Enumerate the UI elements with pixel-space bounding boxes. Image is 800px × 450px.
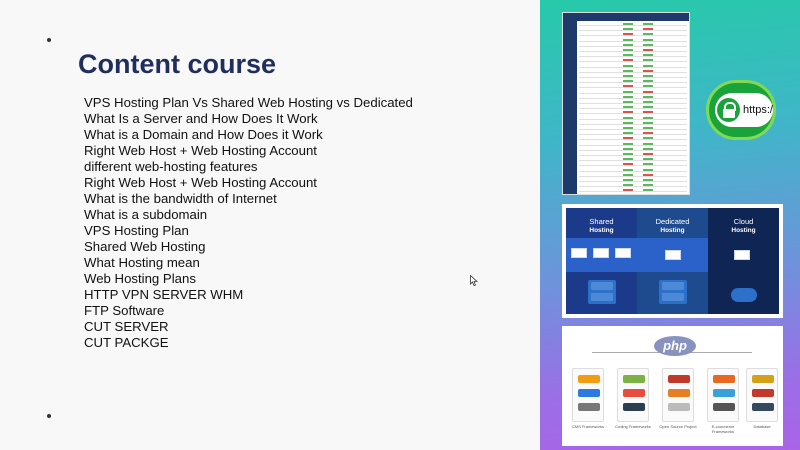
hosting-types-image	[562, 204, 783, 318]
table-cell-mark	[643, 179, 653, 181]
table-cell-mark	[643, 122, 653, 124]
hosting-type-sub: Hosting	[589, 227, 614, 234]
table-row-line	[579, 129, 687, 130]
table-cell-mark	[643, 33, 653, 35]
mouse-cursor-icon	[470, 275, 478, 286]
table-row-line	[579, 46, 687, 47]
table-row-line	[579, 51, 687, 52]
topic-item: HTTP VPN SERVER WHM	[84, 287, 244, 302]
table-cell-mark	[623, 179, 633, 181]
hosting-type-sub: Hosting	[731, 227, 756, 234]
table-row-line	[579, 67, 687, 68]
topic-item: Web Hosting Plans	[84, 271, 196, 286]
table-cell-mark	[643, 59, 653, 61]
php-logo: php	[654, 336, 696, 356]
topic-item: different web-hosting features	[84, 159, 258, 174]
topic-item: What Hosting mean	[84, 255, 200, 270]
table-cell-mark	[623, 101, 633, 103]
table-cell-mark	[623, 85, 633, 87]
table-cell-mark	[643, 111, 653, 113]
table-cell-mark	[623, 28, 633, 30]
table-row-line	[579, 124, 687, 125]
table-row-line	[579, 41, 687, 42]
slide-title: Content course	[78, 49, 277, 79]
topic-item: Shared Web Hosting	[84, 239, 206, 254]
php-category-label: CMS Frameworks	[571, 424, 604, 429]
table-cell-mark	[623, 106, 633, 108]
table-row-line	[579, 77, 687, 78]
table-cell-mark	[643, 184, 653, 186]
table-row-line	[579, 171, 687, 172]
hosting-type-name: Dedicated	[655, 217, 690, 226]
hosting-type-name: Cloud	[733, 217, 754, 226]
table-index-column	[563, 21, 577, 195]
table-cell-mark	[643, 44, 653, 46]
table-cell-mark	[623, 143, 633, 145]
php-category-card	[746, 368, 778, 422]
php-frameworks-image	[562, 326, 783, 446]
https-secure-badge	[706, 80, 776, 140]
table-cell-mark	[623, 80, 633, 82]
table-cell-mark	[643, 169, 653, 171]
topic-item: VPS Hosting Plan	[84, 223, 189, 238]
table-cell-mark	[623, 54, 633, 56]
table-cell-mark	[623, 132, 633, 134]
table-row-line	[579, 139, 687, 140]
table-cell-mark	[623, 23, 633, 25]
table-cell-mark	[643, 80, 653, 82]
table-row-line	[579, 181, 687, 182]
table-cell-mark	[623, 189, 633, 191]
table-cell-mark	[643, 85, 653, 87]
table-cell-mark	[643, 127, 653, 129]
table-row-line	[579, 145, 687, 146]
table-cell-mark	[643, 101, 653, 103]
table-cell-mark	[623, 158, 633, 160]
website-box-icon	[734, 250, 750, 260]
topic-list	[84, 95, 413, 351]
table-row-line	[579, 103, 687, 104]
php-category-card	[572, 368, 604, 422]
table-cell-mark	[643, 106, 653, 108]
table-cell-mark	[643, 163, 653, 165]
php-category-label: Database	[753, 424, 771, 429]
dedicated-hosting-column	[637, 208, 708, 314]
table-cell-mark	[643, 153, 653, 155]
table-cell-mark	[643, 39, 653, 41]
table-row-line	[579, 35, 687, 36]
table-row-line	[579, 98, 687, 99]
php-category-card	[707, 368, 739, 422]
table-row-line	[579, 61, 687, 62]
website-box-icon	[615, 248, 631, 258]
table-cell-mark	[623, 44, 633, 46]
table-cell-mark	[623, 96, 633, 98]
topic-item: Right Web Host + Web Hosting Account	[84, 175, 317, 190]
php-category-card	[617, 368, 649, 422]
topic-item: What is the bandwidth of Internet	[84, 191, 277, 206]
table-cell-mark	[643, 158, 653, 160]
topic-item: CUT PACKGE	[84, 335, 169, 350]
table-row-line	[579, 56, 687, 57]
website-box-icon	[593, 248, 609, 258]
table-cell-mark	[623, 184, 633, 186]
table-cell-mark	[623, 148, 633, 150]
table-cell-mark	[623, 75, 633, 77]
table-cell-mark	[623, 174, 633, 176]
topic-item: What is a Domain and How Does it Work	[84, 127, 323, 142]
php-category-label: Coding Frameworks	[615, 424, 651, 429]
table-cell-mark	[643, 49, 653, 51]
table-cell-mark	[623, 111, 633, 113]
slide-marker-top	[47, 38, 51, 42]
hosting-type-sub: Hosting	[660, 227, 685, 234]
table-row-line	[579, 82, 687, 83]
table-cell-mark	[623, 49, 633, 51]
table-cell-mark	[623, 91, 633, 93]
table-row-line	[579, 150, 687, 151]
table-cell-mark	[643, 132, 653, 134]
hosting-type-name: Shared	[589, 217, 614, 226]
table-cell-mark	[643, 148, 653, 150]
table-row-line	[579, 25, 687, 26]
shared-hosting-column	[566, 208, 637, 314]
topic-item: What is a subdomain	[84, 207, 208, 222]
table-cell-mark	[643, 174, 653, 176]
table-cell-mark	[623, 137, 633, 139]
table-row-line	[579, 119, 687, 120]
slide-marker-bottom	[47, 414, 51, 418]
table-cell-mark	[643, 91, 653, 93]
table-cell-mark	[623, 70, 633, 72]
https-label: https:/	[743, 104, 773, 116]
table-cell-mark	[643, 143, 653, 145]
table-cell-mark	[623, 163, 633, 165]
cloud-hosting-column	[708, 208, 779, 314]
table-row-line	[579, 165, 687, 166]
table-cell-mark	[623, 122, 633, 124]
table-row-line	[579, 72, 687, 73]
server-icon	[659, 280, 687, 304]
lock-icon	[717, 98, 740, 122]
website-box-icon	[665, 250, 681, 260]
table-row-line	[579, 108, 687, 109]
php-category-card	[662, 368, 694, 422]
table-cell-mark	[623, 169, 633, 171]
topic-item: FTP Software	[84, 303, 165, 318]
table-cell-mark	[643, 65, 653, 67]
cloud-icon	[731, 288, 757, 302]
table-cell-mark	[623, 153, 633, 155]
table-row-line	[579, 113, 687, 114]
website-box-icon	[571, 248, 587, 258]
table-cell-mark	[623, 33, 633, 35]
table-row-line	[579, 160, 687, 161]
table-cell-mark	[643, 189, 653, 191]
php-category-label: E-commerce Frameworks	[711, 424, 735, 434]
table-cell-mark	[623, 127, 633, 129]
table-cell-mark	[643, 23, 653, 25]
table-row-line	[579, 93, 687, 94]
topic-item: What Is a Server and How Does It Work	[84, 111, 318, 126]
table-header-bar	[563, 13, 689, 21]
table-cell-mark	[643, 54, 653, 56]
table-row-line	[579, 134, 687, 135]
table-cell-mark	[623, 59, 633, 61]
table-row-line	[579, 30, 687, 31]
topic-item: VPS Hosting Plan Vs Shared Web Hosting vs Dedicated	[84, 95, 413, 110]
topic-item: CUT SERVER	[84, 319, 169, 334]
table-row-line	[579, 176, 687, 177]
table-row-line	[579, 186, 687, 187]
topic-item: Right Web Host + Web Hosting Account	[84, 143, 317, 158]
hosting-comparison-table-image	[562, 12, 690, 195]
illustration-panel	[540, 0, 800, 450]
table-cell-mark	[623, 39, 633, 41]
table-cell-mark	[643, 70, 653, 72]
table-cell-mark	[623, 117, 633, 119]
table-cell-mark	[643, 28, 653, 30]
server-icon	[588, 280, 616, 304]
table-row-line	[579, 87, 687, 88]
table-cell-mark	[643, 96, 653, 98]
table-row-line	[579, 155, 687, 156]
table-cell-mark	[643, 75, 653, 77]
php-category-label: Open Source Project	[659, 424, 697, 429]
table-cell-mark	[643, 117, 653, 119]
table-cell-mark	[643, 137, 653, 139]
table-cell-mark	[623, 65, 633, 67]
table-row-line	[579, 191, 687, 192]
